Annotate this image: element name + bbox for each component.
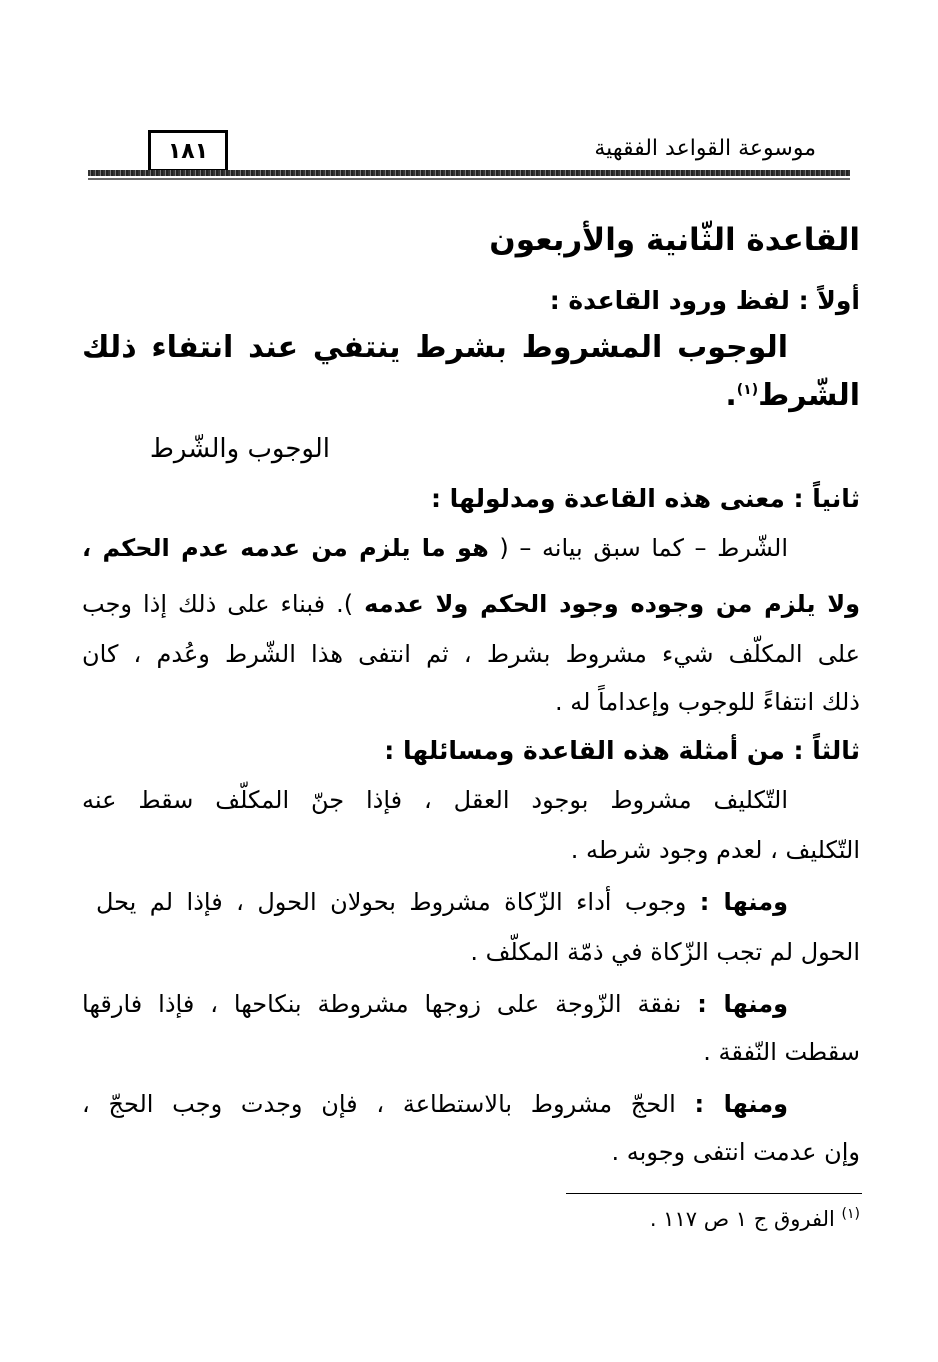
paragraph-line2 [82, 590, 860, 618]
paragraph-line1 [82, 534, 788, 562]
rule-statement-line2 [725, 378, 860, 413]
section2-heading: ثانياً : معنى هذه القاعدة ومدلولها : [430, 484, 860, 513]
example2-line1 [96, 888, 788, 916]
footnote-text: الفروق ج ١ ص ١١٧ . [649, 1207, 835, 1231]
paragraph-line1-b: هو ما يلزم من عدمه عدم الحكم ، [82, 534, 489, 562]
paragraph-line3: على المكلّف شيء مشروط بشرط ، ثم انتفى هذا الشّرط وعُدم ، كان [82, 640, 860, 668]
footnote-ref: (١) [736, 382, 759, 398]
example3-line1 [82, 990, 788, 1018]
rule-short-form: الوجوب والشّرط [149, 434, 330, 464]
example2-lead: ومنها : [699, 888, 788, 916]
example3-text: نفقة الزّوجة على زوجها مشروطة بنكاحها ، فإذا فارقها [82, 990, 682, 1018]
example4-line2: وإن عدمت انتفى وجوبه . [611, 1138, 860, 1166]
footnote-marker: (١) [841, 1206, 860, 1222]
page-number [148, 130, 228, 172]
section3-heading: ثالثاً : من أمثلة هذه القاعدة ومسائلها : [384, 736, 860, 765]
paragraph-line4: ذلك انتفاءً للوجوب وإعداماً له . [554, 688, 860, 716]
rule-statement-end: . [725, 378, 737, 413]
example4-lead: ومنها : [694, 1090, 788, 1118]
rule-statement-word: الشّرط [758, 378, 860, 413]
example2-text: وجوب أداء الزّكاة مشروط بحولان الحول ، فإذا لم يحل [96, 888, 687, 916]
rule-title: القاعدة الثّانية والأربعون [489, 222, 860, 258]
example4-text: الحجّ مشروط بالاستطاعة ، فإن وجدت وجب الحجّ ، [82, 1090, 676, 1118]
example3-line2: سقطت النّفقة . [703, 1038, 860, 1066]
section1-heading: أولاً : لفظ ورود القاعدة : [549, 286, 860, 315]
example3-lead: ومنها : [697, 990, 788, 1018]
footnote-divider [566, 1193, 862, 1194]
example1-line2: التّكليف ، لعدم وجود شرطه . [570, 836, 860, 864]
paragraph-line1-a: الشّرط – كما سبق بيانه – ( [499, 534, 789, 562]
page-number-text: ١٨١ [167, 138, 209, 164]
book-title: موسوعة القواعد الفقهية [594, 136, 816, 161]
paragraph-line2-a: ولا يلزم من وجوده وجود الحكم ولا عدمه [364, 590, 860, 618]
example4-line1 [82, 1090, 788, 1118]
footnote [650, 1206, 860, 1231]
rule-statement-line1: الوجوب المشروط بشرط ينتفي عند انتفاء ذلك [82, 330, 788, 365]
example2-line2: الحول لم تجب الزّكاة في ذمّة المكلّف . [470, 938, 860, 966]
header-divider-thin [88, 178, 850, 180]
paragraph-line2-b: ). فبناء على ذلك إذا وجب [82, 590, 354, 618]
example1-line1: التّكليف مشروط بوجود العقل ، فإذا جنّ المكلّف سقط عنه [82, 786, 788, 814]
header-divider [88, 170, 850, 176]
